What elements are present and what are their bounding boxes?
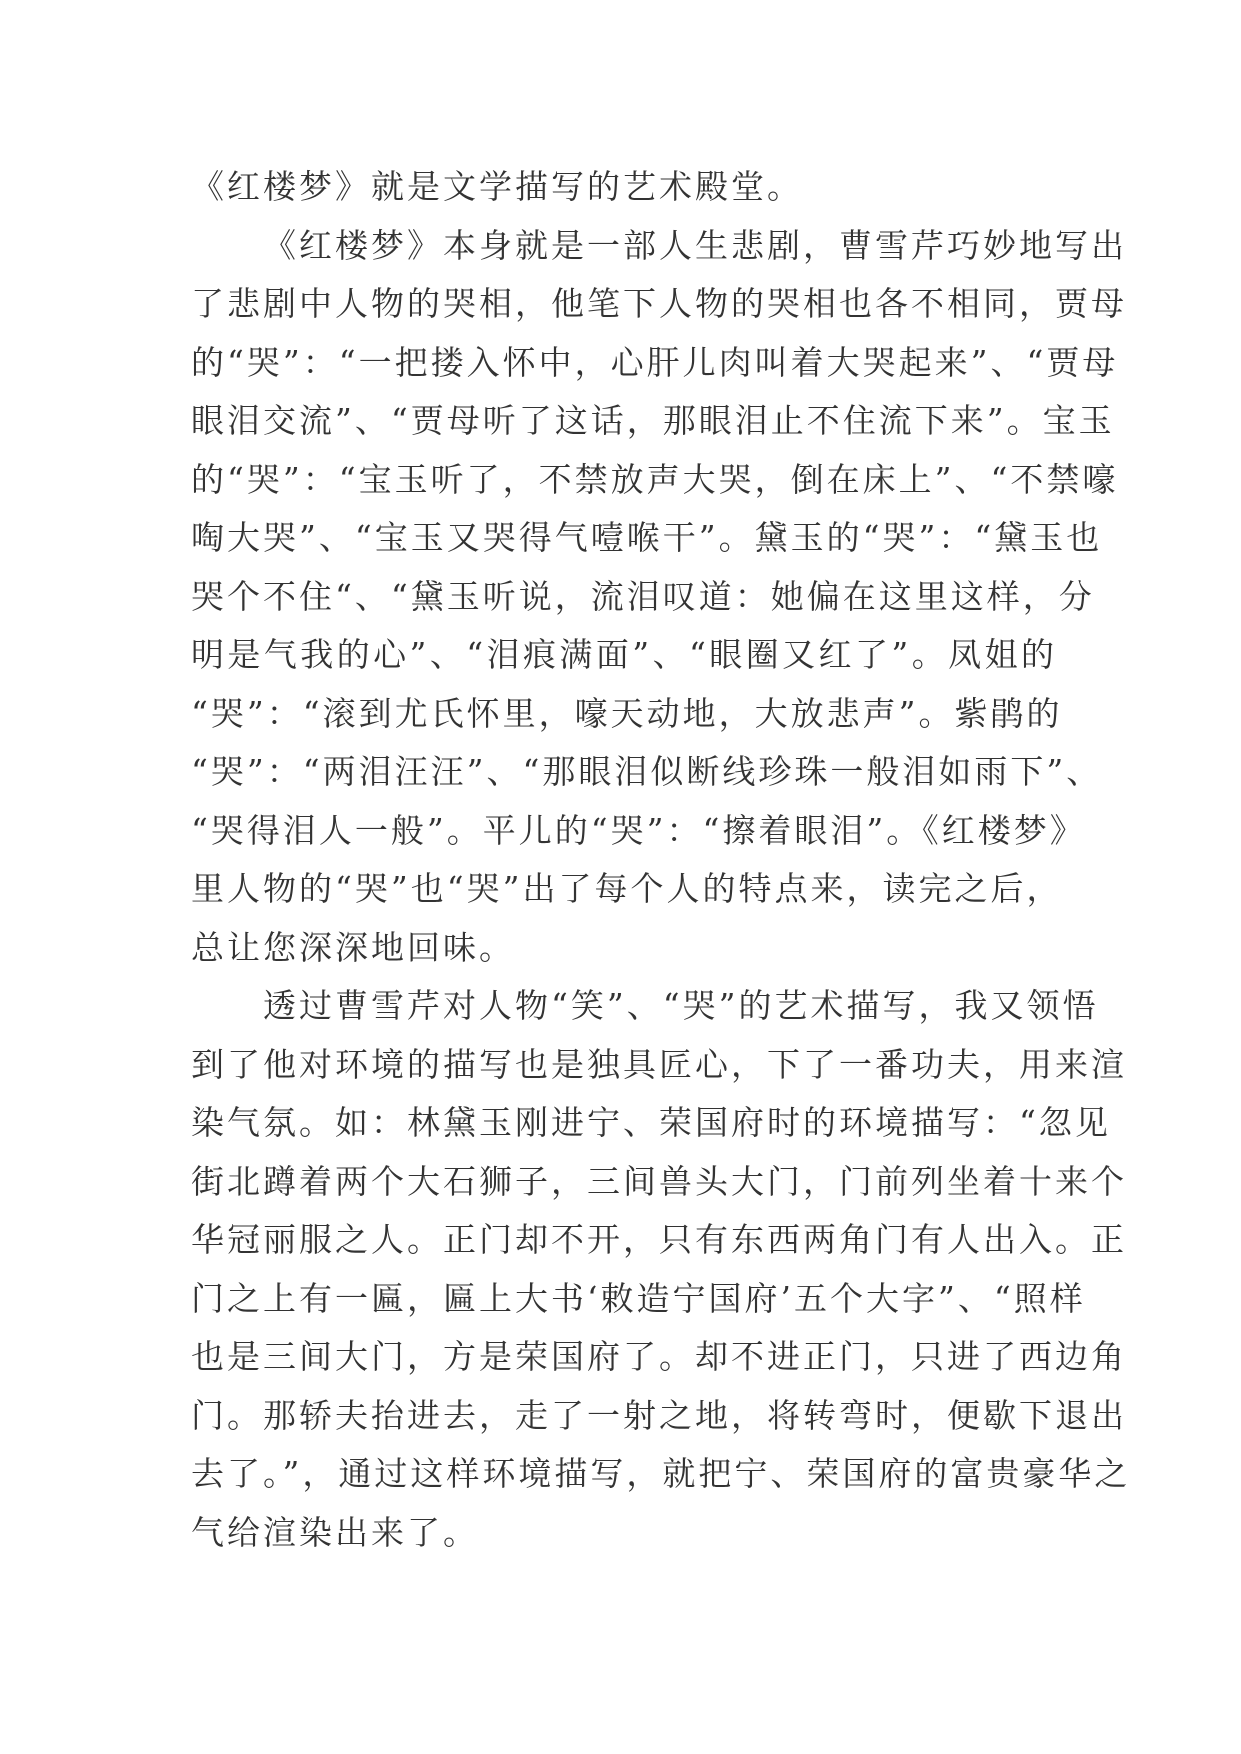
text-line: 去了。”，通过这样环境描写，就把宁、荣国府的富贵豪华之 [191, 1454, 1131, 1493]
text-line: 里人物的“哭”也“哭”出了每个人的特点来，读完之后， [191, 869, 1063, 908]
text-line: 啕大哭”、“宝玉又哭得气噎喉干”。黛玉的“哭”：“黛玉也 [191, 518, 1103, 557]
text-line: “哭”：“两泪汪汪”、“那眼泪似断线珍珠一般泪如雨下”、 [191, 752, 1103, 791]
body-text [191, 158, 1131, 1562]
text-line: 的“哭”：“一把搂入怀中，心肝儿肉叫着大哭起来”、“贾母 [191, 342, 1119, 382]
text-line: 也是三间大门，方是荣国府了。却不进正门，只进了西边角 [191, 1337, 1127, 1376]
text-line: 的“哭”：“宝玉听了，不禁放声大哭，倒在床上”、“不禁嚎 [191, 459, 1119, 499]
text-line: 哭个不住“、“黛玉听说，流泪叹道：她偏在这里这样，分 [191, 576, 1095, 616]
text-line: 门之上有一匾，匾上大书‘敕造宁国府’五个大字”、“照样 [191, 1278, 1086, 1318]
text-line: 到了他对环境的描写也是独具匠心，下了一番功夫，用来渲 [191, 1044, 1127, 1084]
text-line: 气给渲染出来了。 [191, 1512, 479, 1552]
text-line: 透过曹雪芹对人物“笑”、“哭”的艺术描写，我又领悟 [263, 986, 1099, 1025]
text-line: 了悲剧中人物的哭相，他笔下人物的哭相也各不相同，贾母 [191, 284, 1127, 323]
text-line: 华冠丽服之人。正门却不开，只有东西两角门有人出入。正 [191, 1220, 1127, 1259]
text-line: 《红楼梦》本身就是一部人生悲剧，曹雪芹巧妙地写出 [263, 225, 1127, 265]
text-line: 明是气我的心”、“泪痕满面”、“眼圈又红了”。凤姐的 [191, 635, 1057, 674]
text-line: 染气氛。如：林黛玉刚进宁、荣国府时的环境描写：“忽见 [191, 1103, 1111, 1142]
text-line: 门。那轿夫抬进去，走了一射之地，将转弯时，便歇下退出 [191, 1395, 1127, 1435]
text-line: “哭”：“滚到尤氏怀里，嚎天动地，大放悲声”。紫鹃的 [191, 693, 1063, 733]
text-line: 《红楼梦》就是文学描写的艺术殿堂。 [191, 167, 803, 206]
text-line: 街北蹲着两个大石狮子，三间兽头大门，门前列坐着十来个 [191, 1161, 1127, 1201]
text-line: “哭得泪人一般”。平儿的“哭”：“擦着眼泪”。《红楼梦》 [191, 810, 1086, 850]
text-line: 总让您深深地回味。 [191, 927, 515, 967]
text-line: 眼泪交流”、“贾母听了这话，那眼泪止不住流下来”。宝玉 [191, 401, 1115, 440]
